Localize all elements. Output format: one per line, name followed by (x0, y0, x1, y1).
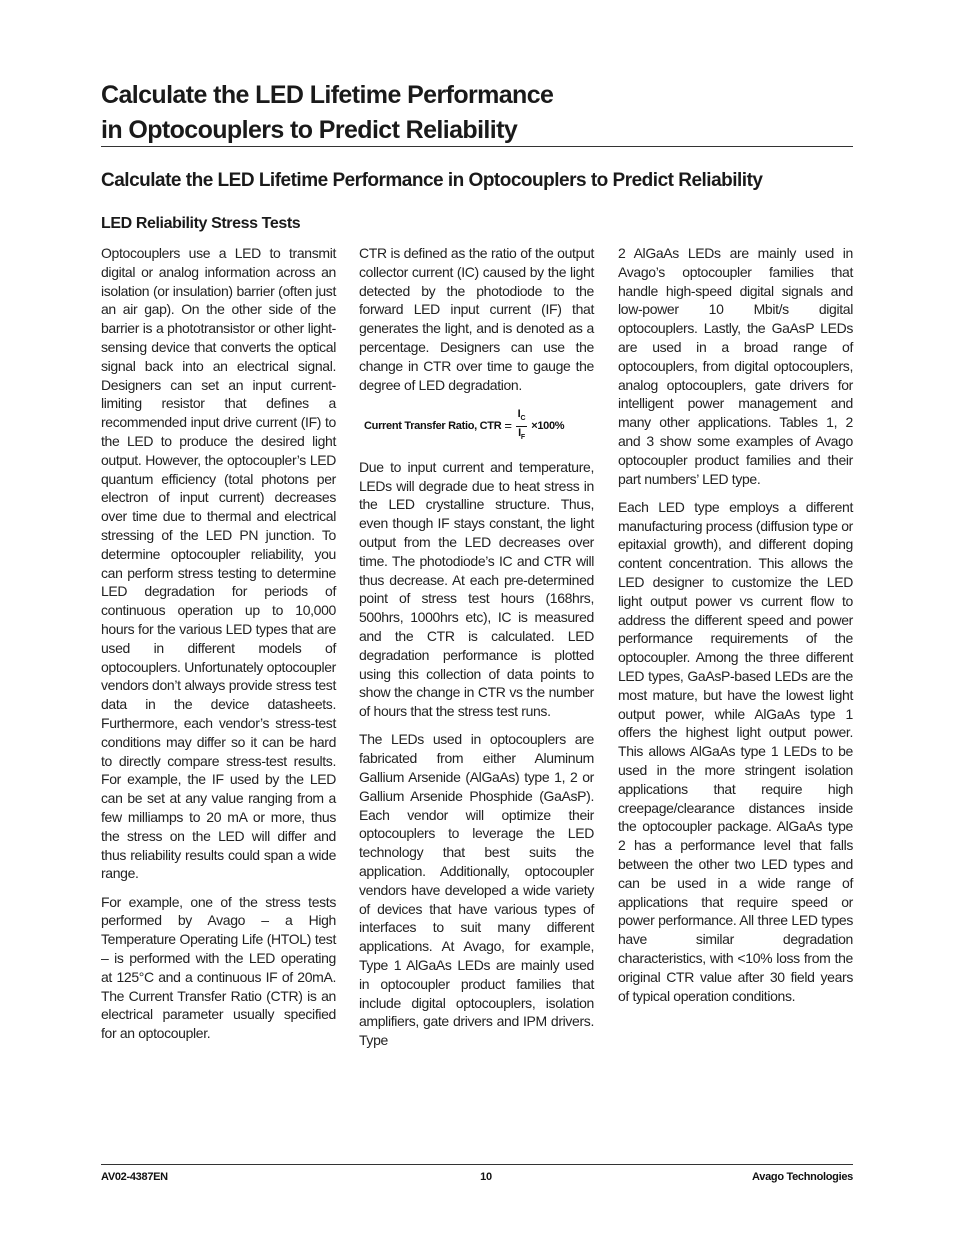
paragraph: Due to input current and temperature, LEDs will degrade due to heat stress in the LED crystalline structure. Thus, even though IF stays constant, the light output from the LED decreases over time. The photodiode’s IC and CTR will thus decrease. At each pre-determined point of stress test hours (168hrs, 500hrs, 1000hrs etc), IC is measured and the CTR is calculated. LED degradation performance is plotted using this collection of data points to show the change in CTR vs the number of hours that the stress test runs. (359, 458, 594, 720)
paragraph: For example, one of the stress tests performed by Avago – a High Temperature Operating Life (HTOL) test – is performed with the LED operating at 125°C and a continuous IF of 20mA. The Current Transfer Ratio (CTR) is an electrical parameter usually specified for an optocoupler. (101, 893, 336, 1042)
formula-denominator: $I_F$ (518, 426, 525, 441)
title-divider (101, 146, 853, 147)
formula-suffix: ×100% (531, 419, 565, 432)
paragraph: Each LED type employs a different manufacturing process (diffusion type or epitaxial growth), and different doping content concentration. This allows the LED designer to customize the LED light output power vs current flow to address the different speed and power performance requirements of the optocoupler. Among the three different LED types, GaAsP-based LEDs are the most mature, but have the lowest light output power, while AlGaAs type 1 offers the highest light output power. This allows AlGaAs type 1 LEDs to be used in the more stringent isolation applications that require high creepage/clearance distances inside the optocoupler package. AlGaAs type 2 has a performance level that falls between the other two LED types and can be used in a wide range of applications that require speed or power performance. All three LED types have similar degradation characteristics, with <10% loss from the original CTR value after 30 field years of typical operation conditions. (618, 498, 853, 1004)
page-title (101, 78, 801, 148)
text-column-1 (101, 244, 336, 1052)
section-heading: Calculate the LED Lifetime Performance in Optocouplers to Predict Reliability (101, 170, 763, 191)
formula-numerator: $I_C$ (516, 408, 528, 426)
formula-fraction (516, 408, 528, 443)
paragraph: 2 AlGaAs LEDs are mainly used in Avago’s optocoupler families that handle high-speed digital signals and low-power 10 Mbit/s digital optocouplers. Lastly, the GaAsP LEDs are used in a broad range of optocouplers, from digital optocouplers, analog optocouplers, gate drivers for intelligent power management and many other applications. Tables 1, 2 and 3 show some examples of Avago optocoupler product families and their part numbers’ LED type. (618, 245, 853, 487)
footer-page-number: 10 (480, 1171, 492, 1183)
page-title-line-2: in Optocouplers to Predict Reliability (101, 116, 518, 144)
footer-company: Avago Technologies (752, 1171, 853, 1183)
subsection-heading: LED Reliability Stress Tests (101, 215, 301, 232)
ctr-formula (364, 408, 594, 443)
paragraph: CTR is defined as the ratio of the output collector current (IC) caused by the light detected by the photodiode to the forward LED input current (IF) that generates the light, and is denoted as a percentage. Designers can use the change in CTR over time to gauge the degree of LED degradation. (359, 245, 594, 393)
formula-equals: = (504, 417, 512, 433)
paragraph: The LEDs used in optocouplers are fabricated from either Aluminum Gallium Arsenide (AlGaAs) type 1, 2 or Gallium Arsenide Phosphide (GaAsP). Each vendor will optimize their optocouplers to leverage the LED technology that best suits the application. Additionally, optocoupler vendors have developed a wide variety of devices that have various types of interfaces to suit many different applications. At Avago, for example, Type 1 AlGaAs LEDs are mainly used in optocoupler product families that include digital optocouplers, isolation amplifiers, gate drivers and IPM drivers. Type (359, 731, 594, 1049)
footer-divider (101, 1164, 853, 1165)
formula-label: Current Transfer Ratio, CTR (364, 419, 502, 432)
footer-doc-id: AV02-4387EN (101, 1171, 168, 1183)
page-title-line-1: Calculate the LED Lifetime Performance (101, 81, 554, 109)
text-column-3 (618, 244, 853, 1015)
paragraph: Optocouplers use a LED to transmit digital or analog information across an isolation (or insulation) barrier (often just an air gap). On the other side of the barrier is a phototransistor or other light-sensing device that converts the optical signal back into an electrical signal. Designers can set an input current-limiting resistor that defines a recommended input drive current (IF) to the LED to produce the desired light output. However, the optocoupler’s LED quantum efficiency (total photons per electron of input current) decreases over time due to thermal and electrical stressing of the LED PN junction. To determine optocoupler reliability, you can perform stress testing to determine LED degradation for periods of continuous operation up to 10,000 hours for the various LED types that are used in different models of optocouplers. Unfortunately optocoupler vendors don’t always provide stress test data in the device datasheets. Furthermore, each vendor’s stress-test conditions may differ so it can be hard to directly compare stress-test results. For example, the IF used by the LED can be set at any value ranging from a few milliamps to 20 mA or more, thus the stress on the LED will differ and thus reliability results could span a wide range. (101, 245, 336, 882)
text-column-2 (359, 244, 594, 1059)
